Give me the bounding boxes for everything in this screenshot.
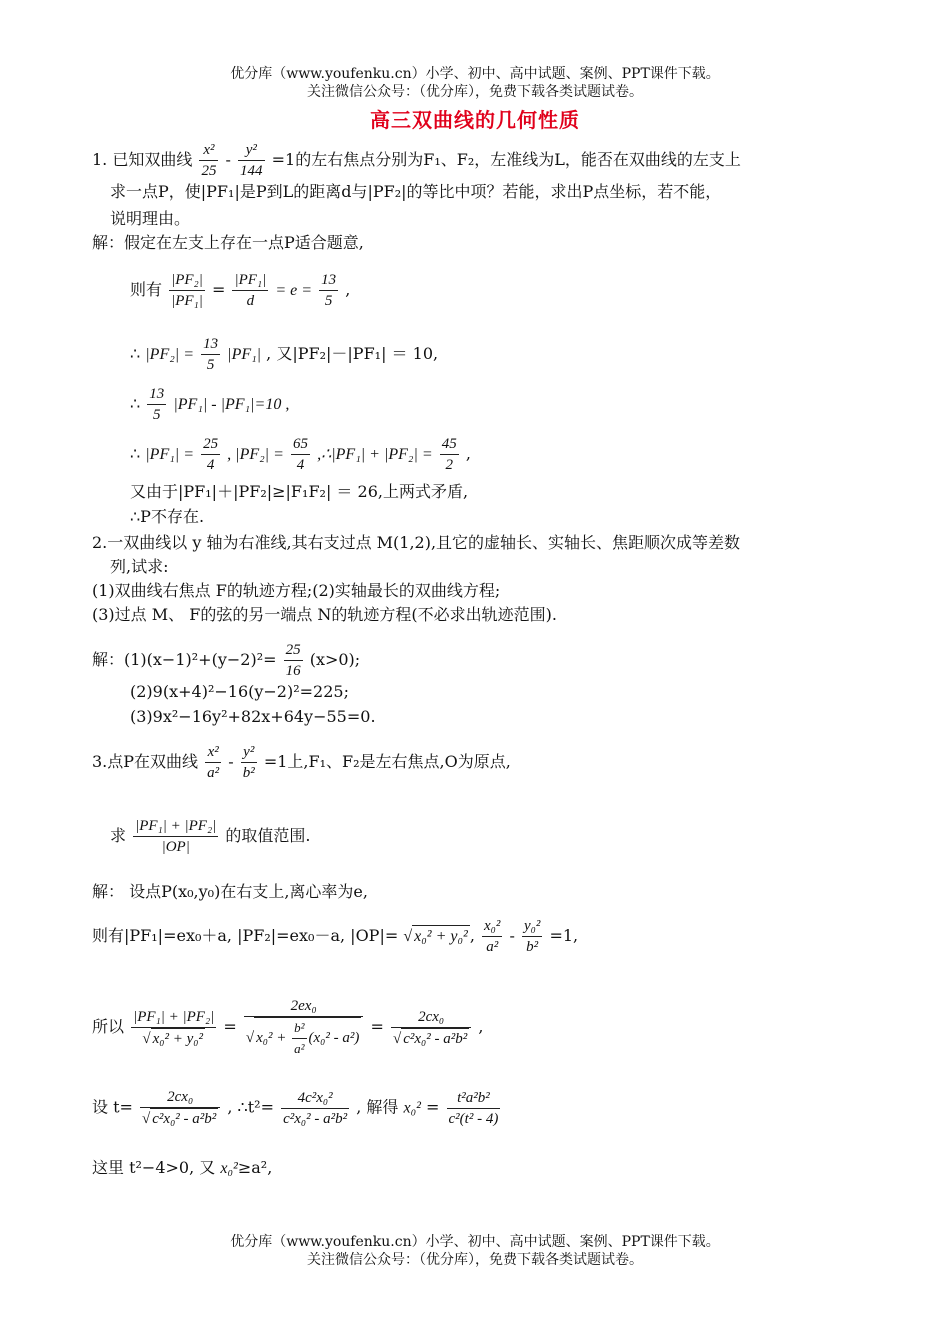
q3-solution: 解： 设点P(x₀,y₀)在右支上,离心率为e, (92, 882, 368, 901)
q1-step-1: 则有 $\frac{\text{|PF₂|}}{\text{|PF₁|}}$ = $\frac{\text{|PF₁|}}{d}$ = e = $\frac{13}{5}$ , (130, 272, 351, 309)
q3-step-4: 这里 t²−4>0, 又 x₀²≥a², (92, 1158, 273, 1177)
q3-step-2: 所以 |PF₁| + |PF₂| √ x₀² + y₀² = 2ex₀ √ x₀² + $\frac{\text{b²}}{\text{a²}}$ (x₀² - a²) = 2cx₀ √ c²x₀² - a²b² , (92, 996, 483, 1059)
q1-step-3: ∴ $\frac{13}{5}$ |PF₁| - |PF₁|=10 , (130, 386, 290, 423)
footer-line-2: 关注微信公众号：（优分库），免费下载各类试题试卷。 (307, 1252, 643, 1268)
q2-answer-3: (3)9x²−16y²+82x+64y−55=0. (130, 707, 376, 726)
fraction: $\frac{\text{y²}}{144}$ (240, 142, 263, 179)
q3-line-2: 求 $\frac{\text{|PF₁| + |PF₂|}}{|OP|}$ 的取值范围. (110, 818, 311, 855)
q1-step-6: ∴P不存在. (130, 507, 205, 526)
q2-answer-2: (2)9(x+4)²−16(y−2)²=225; (130, 682, 349, 701)
footer-line-1: 优分库（www.youfenku.cn）小学、初中、高中试题、案例、PPT课件下载。 (230, 1234, 720, 1250)
q3-step-1: 则有|PF₁|=ex₀＋a, |PF₂|=ex₀－a, |OP|= √ x₀² + y₀² , $\frac{\text{x₀²}}{\text{a²}}$ - $\frac{\text{y₀²}}{\text{b²}}$ =1, (92, 916, 578, 957)
q3-step-3: 设 t= 2cx₀ √ c²x₀² - a²b² , ∴t²= $\frac{\text{4c²x₀²}}{\text{c²x₀² - a²b²}}$ , 解得 x₀² = $\frac{\text{t²a²b²}}{\text{c²(t² - 4)}}$ (92, 1087, 502, 1129)
fraction: $\frac{\text{x²}}{25}$ (201, 142, 217, 179)
q3-line-1: 3.点P在双曲线 $\frac{\text{x²}}{\text{a²}}$ - $\frac{\text{y²}}{\text{b²}}$ =1上,F₁、F₂是左右焦点,O为原点, (92, 744, 511, 781)
page-title: 高三双曲线的几何性质 (370, 108, 580, 132)
header-line-1: 优分库（www.youfenku.cn）小学、初中、高中试题、案例、PPT课件下载。 (230, 66, 720, 82)
q1-step-2: ∴ |PF₂| = $\frac{13}{5}$ |PF₁| , 又|PF₂|－|PF₁| ＝ 10, (130, 336, 439, 373)
q1-solution: 解：假定在左支上存在一点P适合题意, (92, 233, 364, 252)
q2-answer-1: 解：(1)(x−1)²+(y−2)²= $\frac{25}{16}$ (x>0); (92, 642, 361, 679)
q1-line-3: 说明理由。 (110, 209, 191, 228)
q2-line-1: 2.一双曲线以 y 轴为右准线,其右支过点 M(1,2),且它的虚轴长、实轴长、焦距顺次成等差数 (92, 533, 741, 552)
q1-line-1: 1. 已知双曲线 $\frac{\text{x²}}{25}$ - $\frac{\text{y²}}{144}$ =1的左右焦点分别为F₁、F₂，左准线为L，能否在双曲线的左支上 (92, 142, 741, 179)
q1-line-2: 求一点P，使|PF₁|是P到L的距离d与|PF₂|的等比中项？若能，求出P点坐标，若不能， (110, 182, 722, 201)
q1-step-5: 又由于|PF₁|＋|PF₂|≥|F₁F₂| ＝ 26,上两式矛盾, (130, 482, 469, 501)
q2-line-3: (1)双曲线右焦点 F的轨迹方程;(2)实轴最长的双曲线方程; (92, 581, 501, 600)
q2-line-2: 列,试求: (110, 557, 169, 576)
header-line-2: 关注微信公众号：（优分库），免费下载各类试题试卷。 (307, 84, 643, 100)
q1-step-4: ∴ |PF₁| = $\frac{25}{4}$ , |PF₂| = $\frac{65}{4}$ ,∴|PF₁| + |PF₂| = $\frac{45}{2}$ , (130, 436, 471, 473)
q2-line-4: (3)过点 M、 F的弦的另一端点 N的轨迹方程(不必求出轨迹范围). (92, 605, 557, 624)
